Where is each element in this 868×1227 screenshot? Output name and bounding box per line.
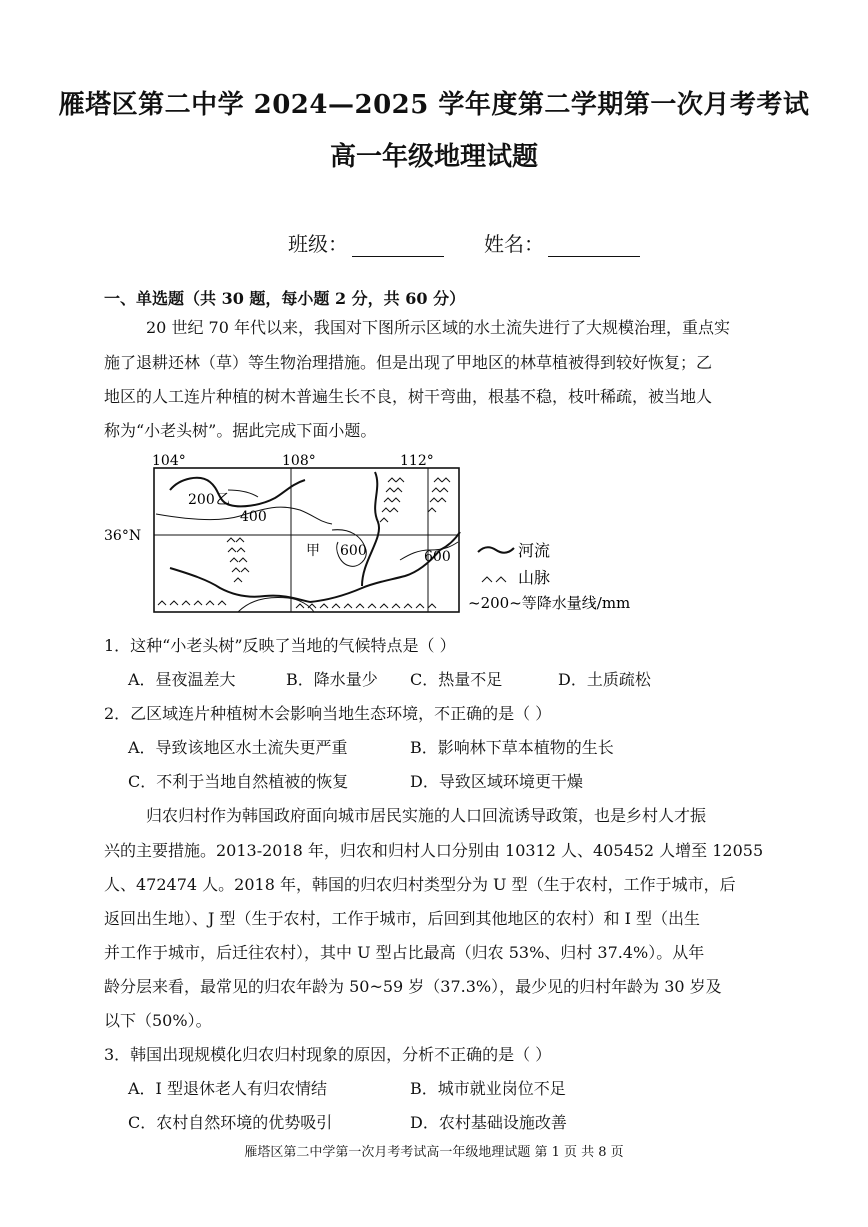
lon-label-112: 112°: [400, 453, 434, 469]
question-1-option-c[interactable]: C．热量不足: [410, 670, 503, 689]
question-2-option-a[interactable]: A．导致该地区水土流失更严重: [128, 738, 348, 757]
question-3-option-a[interactable]: A．I 型退休老人有归农情结: [128, 1079, 327, 1098]
mountain-range-northeast-2: [428, 478, 450, 512]
question-1-option-b[interactable]: B．降水量少: [286, 670, 378, 689]
passage2-line: 人、472474 人。2018 年，韩国的归农归村类型分为 U 型（生于农村，工作于城市，后: [104, 875, 736, 894]
lon-label-104: 104°: [152, 453, 186, 469]
isohyet-label-200: 200: [188, 492, 215, 508]
isohyet-label-600-east: 600: [424, 549, 451, 565]
map-legend: [468, 541, 630, 612]
class-field: [288, 228, 444, 257]
page-footer: 雁塔区第二中学第一次月考考试高一年级地理试题 第 1 页 共 8 页: [244, 1145, 624, 1160]
section-heading: 一、单选题（共 30 题，每小题 2 分，共 60 分）: [104, 289, 466, 308]
river-main: [310, 550, 440, 602]
isohyet-label-400: 400: [240, 509, 267, 525]
question-1-option-d[interactable]: D．土质疏松: [558, 670, 651, 689]
question-2-option-d[interactable]: D．导致区域环境更干燥: [410, 772, 583, 791]
lon-label-108: 108°: [282, 453, 316, 469]
passage2-line: 返回出生地）、J 型（生于农村，工作于城市，后回到其他地区的农村）和 I 型（出生: [104, 909, 700, 928]
name-label: 姓名：: [484, 232, 544, 256]
river-south: [170, 568, 310, 602]
legend-river-symbol: [478, 547, 514, 553]
passage2-line: 以下（50%）。: [104, 1011, 212, 1030]
legend-mountain-label: 山脉: [518, 568, 551, 587]
name-field: [484, 228, 640, 257]
isohyet-label-600-center: 600: [340, 543, 367, 559]
mountain-range-central: [227, 538, 249, 582]
legend-mountain-symbol: [482, 577, 506, 582]
passage1-line: 20 世纪 70 年代以来，我国对下图所示区域的水土流失进行了大规模治理，重点实: [146, 318, 730, 337]
place-label-yi: 乙: [216, 492, 230, 508]
name-blank[interactable]: [548, 236, 640, 257]
river-tributary: [362, 472, 379, 586]
class-blank[interactable]: [352, 236, 444, 257]
mountain-range-northeast-1: [380, 478, 404, 522]
question-2-option-b[interactable]: B．影响林下草本植物的生长: [410, 738, 614, 757]
passage2-line: 归农归村作为韩国政府面向城市居民实施的人口回流诱导政策，也是乡村人才振: [146, 806, 707, 825]
question-1-option-a[interactable]: A．昼夜温差大: [128, 670, 236, 689]
passage1-line: 称为“小老头树”。据此完成下面小题。: [104, 421, 377, 440]
passage2-line: 兴的主要措施。2013-2018 年，归农和归村人口分别由 10312 人、405452 人增至 12055: [104, 841, 764, 860]
exam-subtitle: 高一年级地理试题: [329, 142, 538, 172]
question-1-stem: 1．这种“小老头树”反映了当地的气候特点是（ ）: [104, 636, 456, 655]
question-3-option-b[interactable]: B．城市就业岗位不足: [410, 1079, 566, 1098]
passage2-line: 龄分层来看，最常见的归农年龄为 50~59 岁（37.3%），最少见的归村年龄为 30 岁及: [104, 977, 722, 996]
passage2-line: 并工作于城市，后迁往农村），其中 U 型占比最高（归农 53%、归村 37.4%）。从年: [104, 943, 705, 962]
region-map: [100, 450, 660, 620]
map-frame: [154, 468, 459, 612]
class-label: 班级：: [288, 232, 348, 256]
legend-isohyet-label: ~200~等降水量线/mm: [468, 594, 631, 612]
mountain-range-south: [158, 601, 436, 608]
question-3-option-c[interactable]: C．农村自然环境的优势吸引: [128, 1113, 333, 1132]
isohyet-200: [228, 490, 258, 497]
question-2-stem: 2．乙区域连片种植树木会影响当地生态环境，不正确的是（ ）: [104, 704, 552, 723]
place-label-jia: 甲: [306, 543, 320, 559]
passage1-line: 施了退耕还林（草）等生物治理措施。但是出现了甲地区的林草植被得到较好恢复；乙: [104, 353, 713, 372]
exam-title: 雁塔区第二中学 2024—2025 学年度第二学期第一次月考考试: [58, 90, 810, 120]
question-3-stem: 3．韩国出现规模化归农归村现象的原因，分析不正确的是（ ）: [104, 1045, 552, 1064]
legend-river-label: 河流: [518, 541, 551, 560]
question-2-option-c[interactable]: C．不利于当地自然植被的恢复: [128, 772, 349, 791]
lat-label-36n: 36°N: [104, 528, 142, 544]
passage1-line: 地区的人工连片种植的树木普遍生长不良，树干弯曲，根基不稳，枝叶稀疏，被当地人: [104, 387, 713, 406]
question-3-option-d[interactable]: D．农村基础设施改善: [410, 1113, 567, 1132]
